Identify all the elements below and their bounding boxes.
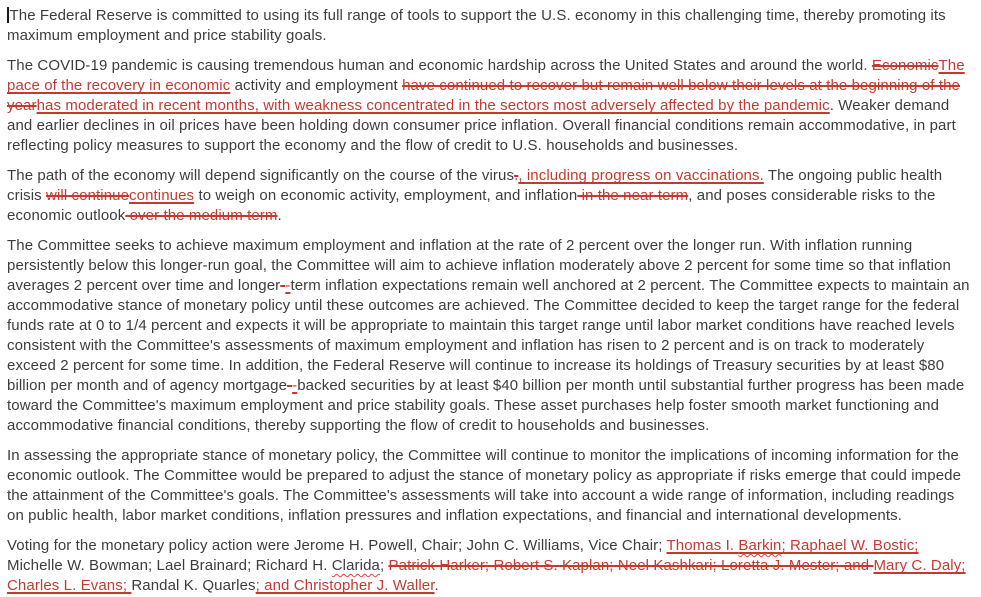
deleted-text: will continue <box>46 187 130 204</box>
normal-text: . Weaker demand and earlier declines in oil prices have been holding down consumer price inflation. Overall financial conditions remain accommodative, in part reflecting policy measures to support the economy and the flow of credit to U.S. households and businesses. <box>7 97 956 154</box>
inserted-text: ; and Christopher J. Waller <box>255 577 435 594</box>
inserted-text: has moderated in recent months, with weakness concentrated in the sectors most adversely affected by the pandemic <box>36 97 830 114</box>
paragraph <box>7 236 973 436</box>
inserted-text: The pace of the recovery in economic <box>7 57 965 94</box>
normal-text: . <box>434 577 439 594</box>
deleted-text: - <box>287 377 293 394</box>
misspelled-word: Clarida <box>331 557 380 574</box>
paragraph <box>7 6 973 46</box>
paragraph <box>7 446 973 526</box>
normal-text: . <box>277 207 282 224</box>
deleted-text: Economic <box>871 57 939 74</box>
normal-text: The COVID-19 pandemic is causing tremendous human and economic hardship across the United States and around the world. <box>7 57 872 74</box>
normal-text: The Committee seeks to achieve maximum employment and inflation at the rate of 2 percent over the longer run. With inflation running persistently below this longer-run goal, the Committee will aim to achieve inflation moderately above 2 percent for some time so that inflation averages 2 percent over time and longer <box>7 237 951 294</box>
deleted-text: in the near term <box>577 187 689 204</box>
text-caret <box>7 7 9 23</box>
normal-text: , and poses considerable risks to the economic outlook <box>7 187 936 224</box>
inserted-text: - <box>285 277 291 294</box>
normal-text <box>332 557 380 574</box>
normal-text: term inflation expectations remain well anchored at 2 percent. The Committee expects to maintain an accommodative stance of monetary policy until these outcomes are achieved. The Committee decided to keep the target range for the federal funds rate at 0 to 1/4 percent and expects it will be appropriate to maintain this target range until labor market conditions have reached levels consistent with the Committee's assessments of maximum employment and inflation has risen to 2 percent and is on track to moderately exceed 2 percent for some time. In addition, the Federal Reserve will continue to increase its holdings of Treasury securities by at least $80 billion per month and of agency mortgage <box>7 277 970 394</box>
inserted-text: - <box>292 377 298 394</box>
normal-text: The ongoing public health crisis <box>7 167 943 204</box>
document-content <box>7 6 973 596</box>
deleted-text: over the medium term <box>125 207 278 224</box>
normal-text: Randal K. Quarles <box>131 577 256 594</box>
normal-text: backed securities by at least $40 billion per month until substantial further progress has been made toward the Committee's maximum employment and price stability goals. These asset purchases help foster smooth market functioning and accommodative financial conditions, thereby supporting the flow of credit to households and businesses. <box>7 377 965 434</box>
deleted-text: Patrick Harker; Robert S. Kaplan; Neel Kashkari; Loretta J. Mester; and <box>388 557 874 574</box>
misspelled-word: Barkin <box>738 537 782 554</box>
paragraph <box>7 536 973 596</box>
paragraph <box>7 166 973 226</box>
inserted-text: ; Raphael W. Bostic; <box>781 537 919 554</box>
inserted-text: continues <box>129 187 195 204</box>
normal-text: Michelle W. Bowman; Lael Brainard; Richard H. <box>7 557 332 574</box>
deleted-text: . <box>514 167 519 184</box>
normal-text: The Federal Reserve is committed to using its full range of tools to support the U.S. economy in this challenging time, thereby promoting its maximum employment and price stability goals. <box>7 7 946 44</box>
deleted-text: have continued to recover but remain well below their levels at the beginning of the year <box>7 77 960 114</box>
normal-text: ; <box>379 557 389 574</box>
inserted-text <box>738 537 781 554</box>
normal-text: In assessing the appropriate stance of monetary policy, the Committee will continue to monitor the implications of incoming information for the economic outlook. The Committee would be prepared to adjust the stance of monetary policy as appropriate if risks emerge that could impede the attainment of the Committee's goals. The Committee's assessments will take into account a wide range of information, including readings on public health, labor market conditions, inflation pressures and inflation expectations, and financial and international developments. <box>7 447 962 524</box>
normal-text: Voting for the monetary policy action were Jerome H. Powell, Chair; John C. Williams, Vice Chair; <box>7 537 667 554</box>
paragraph <box>7 56 973 156</box>
normal-text: The path of the economy will depend significantly on the course of the virus <box>7 167 515 184</box>
inserted-text: Mary C. Daly; Charles L. Evans; <box>7 557 966 594</box>
inserted-text: , including progress on vaccinations. <box>518 167 764 184</box>
normal-text: to weigh on economic activity, employment, and inflation <box>194 187 578 204</box>
normal-text: activity and employment <box>230 77 403 94</box>
deleted-text: - <box>280 277 286 294</box>
inserted-text: Thomas I. <box>666 537 739 554</box>
